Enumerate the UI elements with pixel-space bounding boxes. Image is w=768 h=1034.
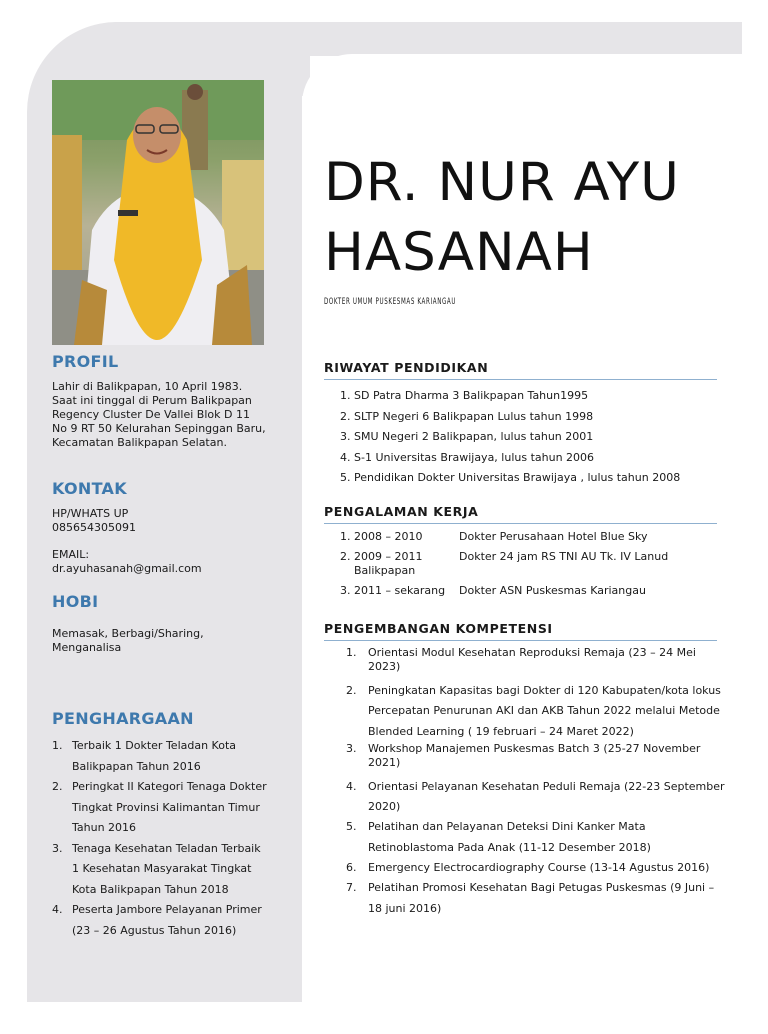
list-item: 2. Peringkat II Kategori Tenaga Dokter Tingkat Provinsi Kalimantan Timur Tahun 2016 <box>52 777 267 839</box>
list-item: 1. Terbaik 1 Dokter Teladan Kota Balikpapan Tahun 2016 <box>52 736 267 777</box>
list-item: 1. Orientasi Modul Kesehatan Reproduksi Remaja (23 – 24 Mei 2023) <box>346 646 726 674</box>
name-line-1: DR. NUR AYU <box>324 152 680 213</box>
name-line-2: HASANAH <box>324 222 594 283</box>
list-item: 4. Orientasi Pelayanan Kesehatan Peduli Remaja (22-23 September 2020) <box>346 777 726 818</box>
competence-item: Peningkatan Kapasitas bagi Dokter di 120 Kabupaten/kota lokus Percepatan Penurunan AKI dan AKB Tahun 2022 melalui Metode Blended Learning ( 19 februari – 24 Maret 2022) <box>368 684 721 738</box>
list-item: 5. Pendidikan Dokter Universitas Brawijaya , lulus tahun 2008 <box>340 468 680 489</box>
list-item: 7. Pelatihan Promosi Kesehatan Bagi Petugas Puskesmas (9 Juni – 18 juni 2016) <box>346 878 726 919</box>
list-item: 4. S-1 Universitas Brawijaya, lulus tahun 2006 <box>340 448 680 469</box>
experience-list <box>340 530 720 598</box>
award-text: Peringkat II Kategori Tenaga Dokter Tingkat Provinsi Kalimantan Timur Tahun 2016 <box>72 780 267 834</box>
competence-heading: PENGEMBANGAN KOMPETENSI <box>324 621 717 641</box>
profile-text: Lahir di Balikpapan, 10 April 1983. Saat ini tinggal di Perum Balikpapan Regency Cluster De Vallei Blok D 11 No 9 RT 50 Kelurahan Sepinggan Baru, Kecamatan Balikpapan Selatan. <box>52 380 266 449</box>
award-text: Terbaik 1 Dokter Teladan Kota Balikpapan Tahun 2016 <box>72 739 237 773</box>
list-item: 3. SMU Negeri 2 Balikpapan, lulus tahun 2001 <box>340 427 680 448</box>
experience-period <box>354 550 459 578</box>
contact-email-label: EMAIL: <box>52 548 90 561</box>
experience-period: 2008 – 2010 <box>354 530 423 543</box>
competence-item: Emergency Electrocardiography Course (13-14 Agustus 2016) <box>368 861 710 875</box>
role-subtitle: DOKTER UMUM PUSKESMAS KARIANGAU <box>324 297 457 307</box>
experience-desc: Dokter ASN Puskesmas Kariangau <box>459 584 646 597</box>
education-item: Pendidikan Dokter Universitas Brawijaya , lulus tahun 2008 <box>354 471 681 484</box>
competence-item: Pelatihan dan Pelayanan Deteksi Dini Kanker Mata Retinoblastoma Pada Anak (11-12 Desember 2018) <box>368 820 651 854</box>
education-item: SD Patra Dharma 3 Balikpapan Tahun1995 <box>354 389 589 402</box>
award-text: Peserta Jambore Pelayanan Primer (23 – 26 Agustus Tahun 2016) <box>72 903 262 937</box>
education-item: S-1 Universitas Brawijaya, lulus tahun 2006 <box>354 450 595 464</box>
list-item: 6. Emergency Electrocardiography Course (13-14 Agustus 2016) <box>346 858 726 878</box>
education-list <box>340 386 680 489</box>
hobby-heading: HOBI <box>52 592 99 611</box>
list-item: 5. Pelatihan dan Pelayanan Deteksi Dini Kanker Mata Retinoblastoma Pada Anak (11-12 Desember 2018) <box>346 817 726 858</box>
experience-desc: Dokter 24 jam RS TNI AU Tk. IV Lanud <box>459 550 669 563</box>
list-item: 3. 2011 – sekarang Dokter ASN Puskesmas Kariangau <box>340 584 646 597</box>
contact-phone-label: HP/WHATS UP <box>52 507 129 520</box>
profile-heading: PROFIL <box>52 352 119 371</box>
experience-desc: Dokter Perusahaan Hotel Blue Sky <box>459 530 648 543</box>
experience-heading: PENGALAMAN KERJA <box>324 504 717 524</box>
education-item: SMU Negeri 2 Balikpapan, lulus tahun 2001 <box>354 430 594 443</box>
contact-phone: 085654305091 <box>52 521 136 534</box>
profile-photo <box>52 80 264 345</box>
list-item: 1. SD Patra Dharma 3 Balikpapan Tahun1995 <box>340 386 680 407</box>
award-text: Tenaga Kesehatan Teladan Terbaik 1 Kesehatan Masyarakat Tingkat Kota Balikpapan Tahun 2018 <box>72 841 261 896</box>
experience-period-line2: Balikpapan <box>354 564 416 577</box>
education-item: SLTP Negeri 6 Balikpapan Lulus tahun 1998 <box>354 409 594 423</box>
awards-list <box>52 736 267 941</box>
page-title <box>324 148 744 288</box>
experience-period-line1: 2009 – 2011 <box>354 550 423 563</box>
list-item: 1. 2008 – 2010 Dokter Perusahaan Hotel Blue Sky <box>340 530 648 543</box>
hobby-text: Memasak, Berbagi/Sharing, Menganalisa <box>52 627 204 654</box>
competence-item: Workshop Manajemen Puskesmas Batch 3 (25-27 November 2021) <box>368 741 701 769</box>
list-item: 3. Workshop Manajemen Puskesmas Batch 3 (25-27 November 2021) <box>346 742 726 770</box>
experience-period: 2011 – sekarang <box>354 584 446 597</box>
profile-photo-illustration <box>52 80 264 345</box>
list-item: 2. Peningkatan Kapasitas bagi Dokter di 120 Kabupaten/kota lokus Percepatan Penurunan AKI dan AKB Tahun 2022 melalui Metode Blended Learning ( 19 februari – 24 Maret 2022) <box>346 681 726 742</box>
competence-item: Orientasi Modul Kesehatan Reproduksi Remaja (23 – 24 Mei 2023) <box>368 646 696 673</box>
competence-item: Orientasi Pelayanan Kesehatan Peduli Remaja (22-23 September 2020) <box>368 779 725 814</box>
contact-email: dr.ayuhasanah@gmail.com <box>52 562 202 575</box>
education-heading: RIWAYAT PENDIDIKAN <box>324 360 717 380</box>
list-item: 3. Tenaga Kesehatan Teladan Terbaik 1 Kesehatan Masyarakat Tingkat Kota Balikpapan Tahun 2018 <box>52 839 267 901</box>
competence-list <box>346 646 726 919</box>
list-item: 2. 2009 – 2011 Balikpapan Dokter 24 jam RS TNI AU Tk. IV Lanud <box>340 550 669 577</box>
list-item: 4. Peserta Jambore Pelayanan Primer (23 – 26 Agustus Tahun 2016) <box>52 900 267 941</box>
awards-heading: PENGHARGAAN <box>52 709 194 728</box>
list-item: 2. SLTP Negeri 6 Balikpapan Lulus tahun 1998 <box>340 407 680 428</box>
competence-item: Pelatihan Promosi Kesehatan Bagi Petugas Puskesmas (9 Juni – 18 juni 2016) <box>368 881 715 915</box>
contact-heading: KONTAK <box>52 479 127 498</box>
